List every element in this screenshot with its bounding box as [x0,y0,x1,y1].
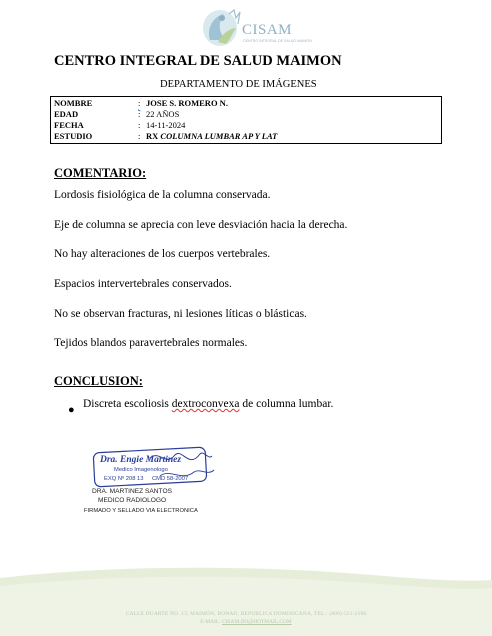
info-label: FECHA [54,120,84,130]
bullet-icon: ● [68,404,75,416]
department-label: DEPARTAMENTO DE IMÁGENES [160,79,317,90]
stamp-exq-text: EXQ Nº 208 13 [104,476,144,482]
info-value-prefix: RX [146,131,159,141]
info-row-nombre [54,98,228,109]
info-label: EDAD [54,109,79,119]
conclusion-text-pre: Discreta escoliosis [83,398,172,410]
conclusion-text-post: de columna lumbar. [239,398,334,410]
footer-email-line [0,619,492,625]
comentario-line: Espacios intervertebrales conservados. [54,278,232,290]
info-colon: : [138,131,141,141]
comentario-line: Tejidos blandos paravertebrales normales. [54,337,248,349]
footer-email[interactable]: CISAM.DO@HOTMAIL.COM [222,619,292,625]
info-row-edad [54,109,179,120]
logo-wordmark: CISAM [242,22,293,38]
info-value: 22 AÑOS [146,109,180,119]
info-label: ESTUDIO [54,131,93,141]
stamp-code-text: CMD 58-2007 [152,476,189,482]
page-title: CENTRO INTEGRAL DE SALUD MAIMON [54,53,342,69]
info-label: NOMBRE [54,98,93,108]
info-colon: : [138,98,141,108]
comentario-line: Lordosis fisiológica de la columna conservada. [54,189,271,201]
stamp-role-text: Medico Imagenologo [114,467,168,473]
footer-email-prefix: E-MAIL: [200,619,221,625]
signature-stamp [90,446,222,488]
conclusion-item [83,398,333,410]
patient-info-box [50,96,442,144]
info-row-estudio [54,131,277,142]
comentario-line: No hay alteraciones de los cuerpos vertebrales. [54,248,271,260]
info-row-fecha [54,120,185,131]
info-value: 14-11-2024 [146,120,186,130]
info-colon: : [138,120,141,130]
comentario-line: No se observan fracturas, ni lesiones líticas o blásticas. [54,308,307,320]
comentario-heading: COMENTARIO: [54,166,147,180]
comentario-line: Eje de columna se aprecia con leve desviación hacia la derecha. [54,219,348,231]
info-value: JOSE S. ROMERO N. [146,98,228,108]
signature-note: FIRMADO Y SELLADO VIA ELECTRONICA [84,508,198,514]
conclusion-heading: CONCLUSION: [54,374,143,388]
footer-address: CALLE DUARTE NO. 13, MAIMÓN, BONAO, REPUBLICA DOMINICANA, TEL.: (809)-551-2196 [125,611,367,617]
info-value-study: COLUMNA LUMBAR AP Y LAT [160,131,278,141]
logo-tagline: CENTRO INTEGRAL DE SALUD MAIMON [243,39,312,43]
signature-name: DRA. MARTINEZ SANTOS [92,488,172,495]
info-colon: : [138,109,141,119]
stamp-name-text: Dra. Engie Martinez [100,455,182,465]
conclusion-text-flagged: dextroconvexa [171,398,240,410]
signature-role: MEDICO RADIOLOGO [98,497,167,504]
